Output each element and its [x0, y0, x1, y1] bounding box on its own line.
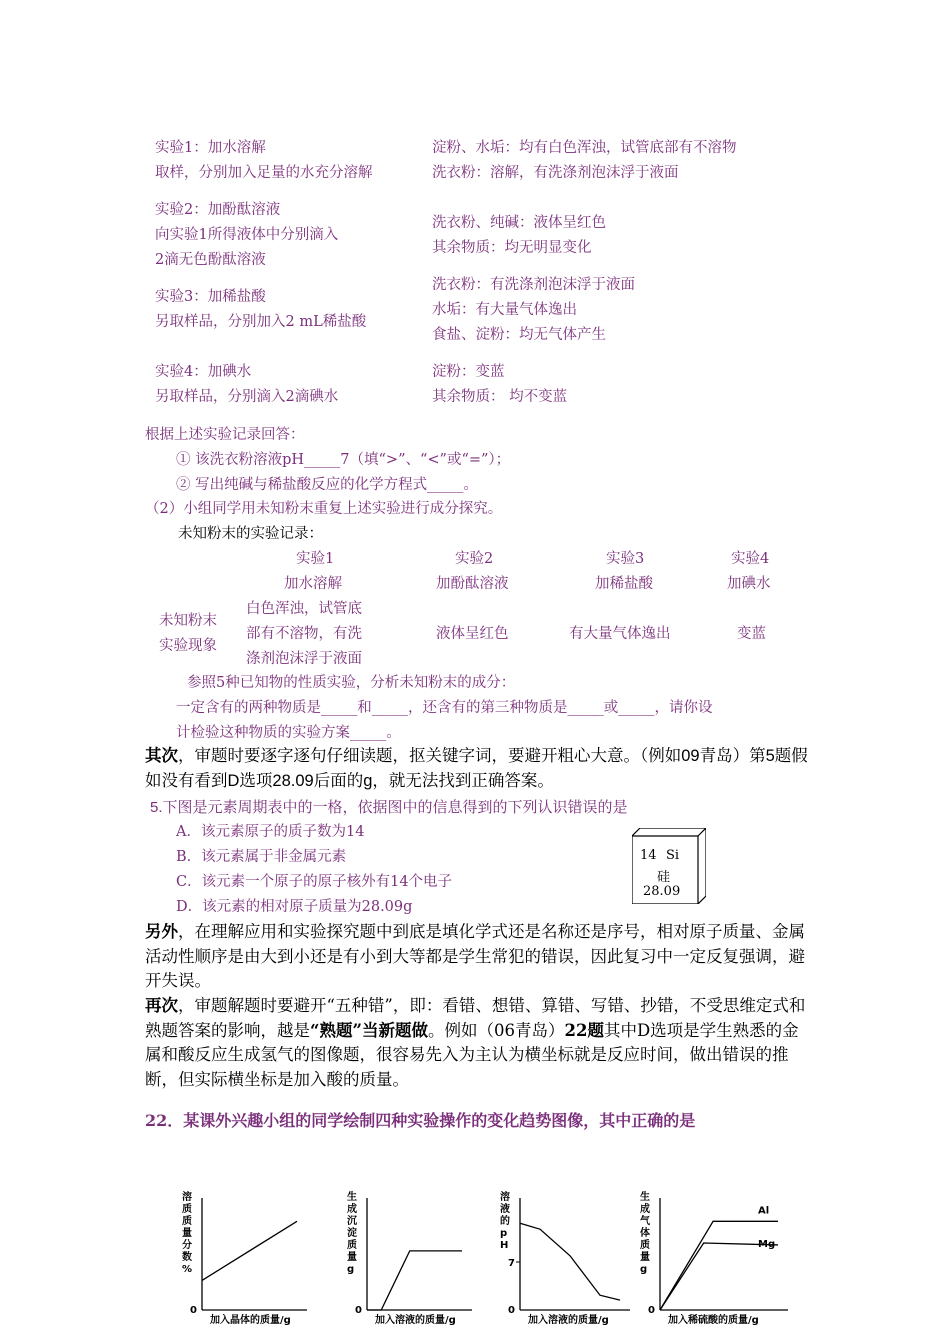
paragraph-text: ，审题解题时要避开“五种错”，即：看错、想错、算错、写错、抄错，不受思维定式和熟题答案的影响，越是 [145, 996, 806, 1040]
exp2-desc: 2滴无色酚酞溶液 [155, 252, 266, 268]
paragraph-text: 其中D选项是学生熟悉的金属和酸反应生成氢气的图像题，很容易先入为主认为横坐标就是反应时间，做出错误的推断，但实际横坐标是加入酸的质量。 [145, 1020, 799, 1089]
series-line [202, 1221, 297, 1280]
exp3-result: 水垢：有大量气体逸出 [432, 302, 577, 318]
y-axis-label-char: 量 [182, 1228, 192, 1239]
table-cell: 液体呈红色 [436, 626, 509, 642]
y-axis-label-char: 淀 [347, 1228, 357, 1239]
y-axis-label-char: 分 [182, 1240, 192, 1251]
table-header: 实验1 [296, 551, 335, 567]
exp2-result: 其余物质：均无明显变化 [432, 240, 592, 256]
series-line [367, 1251, 462, 1310]
y-axis-label-char: 质 [347, 1240, 357, 1251]
y-axis-label-char: 气 [640, 1216, 650, 1227]
series-label: Mg [758, 1238, 776, 1250]
y-axis-label-char: 量 [347, 1252, 357, 1263]
y-axis-label-char: 生 [347, 1192, 357, 1203]
table-cell: 部有不溶物，有洗 [246, 626, 362, 642]
fill-line-1: 一定含有的两种物质是_____和_____，还含有的第三种物质是_____或_____，请你设 [176, 700, 713, 716]
element-number: 14 [640, 848, 657, 863]
y-axis-label-char: 体 [640, 1228, 650, 1239]
question-1: ① 该洗衣粉溶液pH_____7（填“>”、“<”或“=”）； [176, 452, 511, 468]
question-2: ② 写出纯碱与稀盐酸反应的化学方程式_____。 [176, 477, 478, 493]
table-cell: 变蓝 [737, 626, 766, 642]
emphasis: 22题 [564, 1020, 604, 1040]
paragraph-lead: 另外 [145, 922, 178, 941]
exp1-result: 淀粉、水垢：均有白色浑浊，试管底部有不溶物 [432, 140, 737, 156]
y-axis-label-char: g [347, 1264, 355, 1275]
exp3-result: 洗衣粉：有洗涤剂泡沫浮于液面 [432, 277, 635, 293]
table-header: 实验4 [731, 551, 770, 567]
q5-option: B．该元素属于非金属元素 [176, 849, 347, 865]
y-axis-label-char: 量 [640, 1252, 650, 1263]
element-symbol: Si [666, 848, 680, 863]
exp4-result: 淀粉：变蓝 [432, 364, 505, 380]
exp1-desc: 取样，分别加入足量的水充分溶解 [155, 165, 373, 181]
exp2-desc: 向实验1所得液体中分别滴入 [155, 227, 339, 243]
exp3-result: 食盐、淀粉：均无气体产生 [432, 327, 606, 343]
row-label: 未知粉末 [159, 613, 217, 629]
emphasis: “熟题”当新题做 [310, 1020, 428, 1040]
y-axis-label-char: H [500, 1240, 509, 1251]
exp2-result: 洗衣粉、纯碱：液体呈红色 [432, 215, 606, 231]
exp4-title: 实验4：加碘水 [155, 364, 252, 380]
y-axis-label-char: % [182, 1264, 193, 1275]
x-axis-label: 加入溶液的质量/g [528, 1315, 609, 1326]
origin-label: 0 [355, 1305, 362, 1316]
origin-label: 0 [190, 1305, 197, 1316]
paragraph-text: ，在理解应用和实验探究题中到底是填化学式还是名称还是序号，相对原子质量、金属活动性顺序是由大到小还是有小到大等都是学生常犯的错误，因此复习中一定反复强调，避开失误。 [145, 922, 805, 990]
part-2: （2）小组同学用未知粉末重复上述实验进行成分探究。 [145, 501, 503, 517]
y-tick-label: 7 [508, 1258, 515, 1269]
paragraph-lead: 再次 [145, 996, 178, 1015]
paragraph-lead: 其次 [145, 747, 178, 765]
origin-label: 0 [648, 1305, 655, 1316]
y-axis-label-char: 溶 [182, 1192, 192, 1203]
exp4-desc: 另取样品，分别滴入2滴碘水 [155, 389, 339, 405]
record-title: 未知粉末的实验记录： [178, 526, 323, 542]
table-header: 加酚酞溶液 [436, 576, 509, 592]
paragraph-also [145, 920, 810, 994]
table-header: 加碘水 [727, 576, 771, 592]
element-name: 硅 [657, 870, 671, 885]
element-mass: 28.09 [643, 884, 681, 899]
paragraph-text: ，审题时要逐字逐句仔细读题，抠关键字词，要避开粗心大意。（例如09青岛）第5题假如没有看到D选项28.09后面的g，就无法找到正确答案。 [145, 747, 808, 790]
exp3-title: 实验3：加稀盐酸 [155, 289, 266, 305]
table-header: 实验2 [455, 551, 494, 567]
origin-label: 0 [508, 1305, 515, 1316]
y-axis-label-char: 成 [640, 1204, 650, 1215]
q5-option: D．该元素的相对原子质量为28.09g [176, 899, 413, 915]
y-axis-label-char: 数 [182, 1252, 192, 1263]
x-axis-label: 加入晶体的质量/g [210, 1315, 291, 1326]
y-axis-label-char: 质 [640, 1240, 650, 1251]
question-5: 5.下图是元素周期表中的一格，依据图中的信息得到的下列认识错误的是 [150, 799, 628, 816]
y-axis-label-char: 成 [347, 1204, 357, 1215]
fill-line-2: 计检验这种物质的实验方案_____。 [176, 725, 401, 741]
question-22: 22．某课外兴趣小组的同学绘制四种实验操作的变化趋势图像，其中正确的是 [145, 1111, 696, 1130]
paragraph-next [145, 744, 810, 793]
y-axis-label-char: 液 [500, 1204, 510, 1215]
paragraph-again [145, 994, 810, 1092]
exp4-result: 其余物质： 均不变蓝 [432, 389, 568, 405]
table-cell: 涤剂泡沫浮于液面 [246, 651, 362, 667]
exp3-desc: 另取样品，分别加入2 mL稀盐酸 [155, 314, 367, 330]
y-axis-label-char: 沉 [347, 1216, 357, 1227]
table-header: 加稀盐酸 [595, 576, 653, 592]
y-axis-label-char: 生 [640, 1192, 650, 1203]
q5-option: C．该元素一个原子的原子核外有14个电子 [176, 874, 453, 890]
table-cell: 有大量气体逸出 [569, 626, 671, 642]
table-header: 实验3 [606, 551, 645, 567]
q5-option: A．该元素原子的质子数为14 [176, 824, 365, 840]
table-cell: 白色浑浊，试管底 [246, 601, 362, 617]
exp1-title: 实验1：加水溶解 [155, 140, 266, 156]
series-line [660, 1243, 778, 1310]
y-axis-label-char: 质 [182, 1216, 192, 1227]
exp2-title: 实验2：加酚酞溶液 [155, 202, 281, 218]
answer-intro: 根据上述实验记录回答： [145, 427, 305, 443]
x-axis-label: 加入稀硫酸的质量/g [668, 1315, 759, 1326]
exp1-result: 洗衣粉：溶解，有洗涤剂泡沫浮于液面 [432, 165, 679, 181]
series-label: Al [758, 1205, 770, 1217]
y-axis-label-char: g [640, 1264, 648, 1275]
table-header: 加水溶解 [284, 576, 342, 592]
y-axis-label-char: 质 [182, 1204, 192, 1215]
y-axis-label-char: p [500, 1228, 508, 1239]
x-axis-label: 加入溶液的质量/g [375, 1315, 456, 1326]
y-axis-label-char: 溶 [500, 1192, 510, 1203]
y-axis-label-char: 的 [500, 1216, 510, 1227]
series-line [520, 1223, 620, 1300]
row-label: 实验现象 [159, 638, 217, 654]
element-cell [632, 828, 706, 904]
paragraph-text: 。例如（06青岛） [427, 1020, 565, 1040]
analysis-prompt: 参照5种已知物的性质实验，分析未知粉末的成分： [187, 675, 516, 691]
series-line [660, 1221, 778, 1310]
